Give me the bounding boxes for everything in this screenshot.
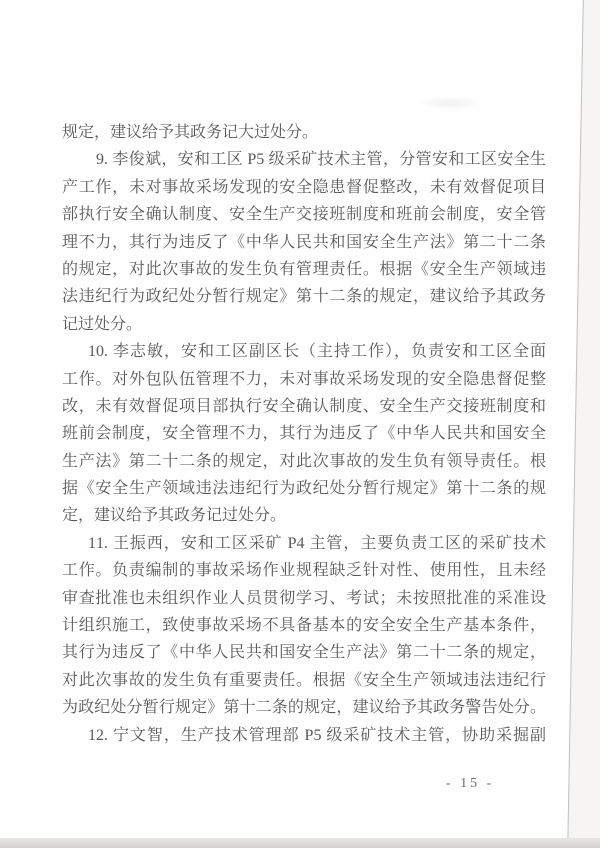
text-line: 12. 宁文智，生产技术管理部 P5 级采矿技术主管，协助采掘副 bbox=[88, 726, 546, 744]
text-line: 审查批准也未组织作业人员贯彻学习、考试；未按照批准的采准设 bbox=[62, 589, 546, 607]
text-line: 记过处分。 bbox=[62, 315, 143, 333]
page-number: - 15 - bbox=[446, 776, 495, 791]
text-line: 据《安全生产领域违法违纪行为政纪处分暂行规定》第十二条的规 bbox=[62, 480, 546, 498]
page-edge-scan-artifact bbox=[567, 0, 600, 848]
text-line: 工作。负责编制的事故采场作业规程缺乏针对性、使用性，且未经 bbox=[62, 562, 546, 580]
text-line: 法违纪行为政纪处分暂行规定》第十二条的规定，建议给予其政务 bbox=[62, 288, 546, 306]
text-line: 9. 李俊斌，安和工区 P5 级采矿技术主管，分管安和工区安全生 bbox=[96, 151, 546, 169]
text-line: 班前会制度，安全管理不力，其行为违反了《中华人民共和国安全 bbox=[62, 425, 546, 443]
text-line: 10. 李志敏，安和工区副区长（主持工作），负责安和工区全面 bbox=[88, 343, 546, 361]
scanner-background-strip bbox=[0, 838, 600, 848]
text-line: 生产法》第二十二条的规定，对此次事故的发生负有领导责任。根 bbox=[62, 452, 546, 470]
text-line: 定，建议给予其政务记过处分。 bbox=[62, 507, 287, 525]
text-line: 为政纪处分暂行规定》第十二条的规定，建议给予其政务警告处分。 bbox=[62, 699, 546, 717]
text-line: 理不力，其行为违反了《中华人民共和国安全生产法》第二十二条 bbox=[62, 233, 546, 251]
text-line: 计组织施工，致使事故采场不具备基本的安全安全生产基本条件， bbox=[62, 617, 546, 635]
document-body-text bbox=[62, 119, 546, 749]
text-line: 的规定，对此次事故的发生负有管理责任。根据《安全生产领域违 bbox=[62, 260, 546, 278]
text-line: 对此次事故的发生负有重要责任。根据《安全生产领域违法违纪行 bbox=[62, 671, 546, 689]
text-line: 11. 王振西，安和工区采矿 P4 主管，主要负责工区的采矿技术 bbox=[88, 534, 546, 552]
text-line: 其行为违反了《中华人民共和国安全生产法》第二十二条的规定， bbox=[62, 644, 546, 662]
text-line: 产工作，未对事故采场发现的安全隐患督促整改，未有效督促项目 bbox=[62, 178, 546, 196]
text-line: 改，未有效督促项目部执行安全确认制度、安全生产交接班制度和 bbox=[62, 397, 546, 415]
text-line: 工作。对外包队伍管理不力，未对事故采场发现的安全隐患督促整 bbox=[62, 370, 546, 388]
text-line: 部执行安全确认制度、安全生产交接班制度和班前会制度，安全管 bbox=[62, 206, 546, 224]
text-line: 规定，建议给予其政务记大过处分。 bbox=[62, 124, 319, 141]
scan-smudge-artifact bbox=[418, 96, 482, 110]
